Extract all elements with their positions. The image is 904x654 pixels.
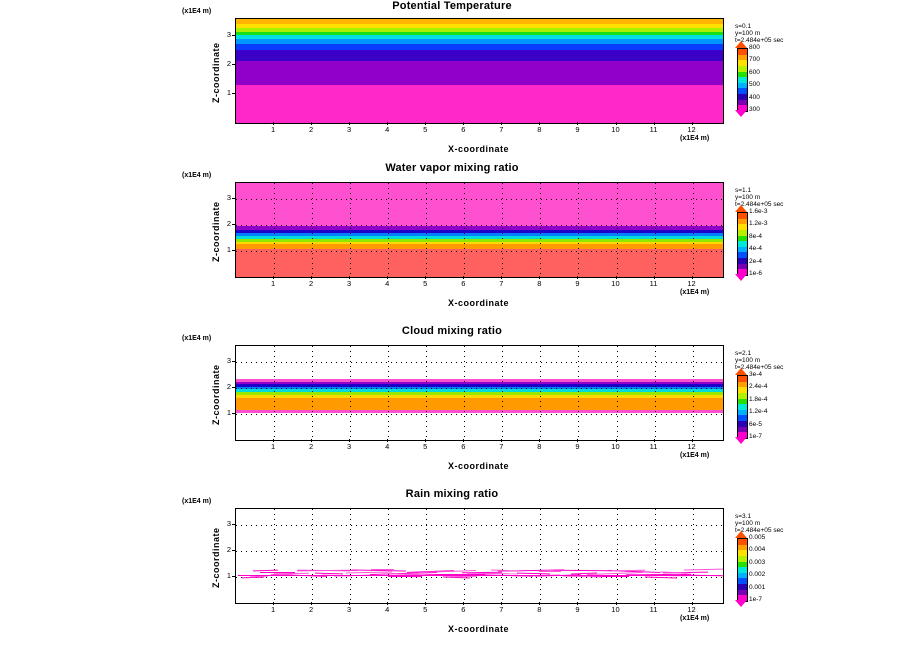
- x-tick-label: 5: [423, 605, 428, 614]
- colorbar-tick-label: 0.003: [749, 558, 766, 566]
- x-axis-label: X-coordinate: [447, 144, 509, 154]
- x-axis-unit: (x1E4 m): [680, 135, 710, 142]
- plot-area: [235, 508, 724, 604]
- colorbar: [737, 212, 748, 276]
- x-tick-mark: [311, 602, 312, 605]
- x-tick-label: 2: [309, 605, 314, 614]
- contour-band: [236, 509, 723, 604]
- x-tick-label: 12: [687, 605, 696, 614]
- x-tick-label: 4: [385, 605, 390, 614]
- x-tick-mark: [577, 602, 578, 605]
- x-tick-mark: [539, 439, 540, 442]
- contour-band: [236, 35, 723, 40]
- contour-band: [236, 44, 723, 50]
- y-tick-mark: [232, 524, 235, 525]
- x-tick-mark: [349, 439, 350, 442]
- contour-band: [236, 413, 723, 441]
- contour-band: [236, 248, 723, 277]
- y-tick-mark: [232, 387, 235, 388]
- colorbar-tick-label: 1e-7: [749, 433, 763, 440]
- y-tick-mark: [232, 93, 235, 94]
- x-tick-label: 5: [423, 125, 428, 134]
- x-tick-label: 12: [687, 279, 696, 288]
- x-tick-label: 1: [270, 605, 276, 614]
- x-tick-label: 7: [499, 279, 504, 288]
- x-tick-mark: [692, 122, 693, 125]
- plot-area: [235, 18, 724, 124]
- x-tick-label: 6: [461, 279, 466, 288]
- y-axis-label: Z-coordinate: [211, 42, 221, 103]
- y-axis-unit: (x1E4 m): [182, 8, 212, 15]
- x-tick-mark: [387, 122, 388, 125]
- y-axis-label: Z-coordinate: [211, 364, 221, 425]
- contour-band: [236, 244, 723, 249]
- x-tick-mark: [577, 439, 578, 442]
- colorbar-tick-label: 2.4e-4: [749, 383, 768, 391]
- colorbar-bottom-arrow: [735, 600, 747, 607]
- x-tick-label: 10: [611, 279, 620, 288]
- x-tick-label: 2: [309, 125, 314, 134]
- x-tick-label: 10: [611, 605, 620, 614]
- colorbar-tick-label: 0.002: [749, 571, 766, 579]
- y-tick-label: 1: [226, 244, 231, 254]
- colorbar-tick-label: 2e-4: [749, 257, 763, 265]
- colorbar-tick-label: 0.001: [749, 583, 766, 591]
- x-tick-mark: [692, 602, 693, 605]
- colorbar-tick-label: 1e-6: [749, 270, 763, 277]
- x-tick-label: 10: [611, 442, 620, 451]
- x-tick-mark: [349, 276, 350, 279]
- y-tick-label: 2: [226, 218, 231, 228]
- colorbar-bottom-arrow: [735, 274, 747, 281]
- colorbar-tick-label: 600: [749, 68, 760, 76]
- y-tick-label: 1: [226, 407, 231, 417]
- contour-band: [236, 19, 723, 24]
- x-tick-mark: [273, 602, 274, 605]
- x-tick-label: 6: [461, 605, 466, 614]
- panel-annotation-y: y=100 m: [735, 357, 761, 364]
- rain-contour: [315, 572, 343, 574]
- y-tick-label: 3: [226, 192, 231, 202]
- contour-band: [236, 61, 723, 85]
- x-tick-mark: [501, 602, 502, 605]
- contour-band: [236, 31, 723, 35]
- x-tick-label: 11: [649, 279, 658, 288]
- x-tick-label: 10: [611, 125, 620, 134]
- y-tick-mark: [232, 35, 235, 36]
- x-tick-label: 9: [575, 442, 580, 451]
- panel-annotation-s: s=1.1: [735, 187, 752, 194]
- y-tick-label: 1: [226, 570, 231, 580]
- x-tick-mark: [654, 276, 655, 279]
- y-tick-mark: [232, 224, 235, 225]
- panel-annotation-s: s=3.1: [735, 513, 752, 520]
- x-tick-mark: [425, 439, 426, 442]
- x-tick-label: 7: [499, 605, 504, 614]
- x-tick-label: 8: [537, 442, 542, 451]
- y-tick-mark: [232, 550, 235, 551]
- y-tick-mark: [232, 361, 235, 362]
- x-tick-label: 6: [461, 125, 466, 134]
- x-tick-label: 1: [270, 125, 276, 134]
- contour-band: [236, 229, 723, 233]
- panel-annotation-y: y=100 m: [735, 520, 761, 527]
- colorbar-bottom-arrow: [735, 437, 747, 444]
- x-tick-mark: [501, 122, 502, 125]
- x-axis-label: X-coordinate: [447, 624, 509, 634]
- x-tick-label: 7: [499, 442, 504, 451]
- x-tick-mark: [273, 122, 274, 125]
- y-tick-label: 1: [226, 88, 231, 98]
- x-tick-mark: [616, 276, 617, 279]
- contour-fill-layers: [236, 183, 723, 277]
- x-tick-label: 6: [461, 442, 466, 451]
- y-tick-mark: [232, 250, 235, 251]
- x-tick-mark: [349, 122, 350, 125]
- colorbar-tick-label: 300: [749, 106, 760, 113]
- x-tick-mark: [273, 276, 274, 279]
- panel-annotation-y: y=100 m: [735, 30, 761, 37]
- colorbar-tick-label: 1.2e-3: [749, 220, 768, 228]
- x-tick-mark: [425, 602, 426, 605]
- y-axis-unit: (x1E4 m): [182, 498, 212, 505]
- colorbar-tick-label: 8e-4: [749, 232, 763, 240]
- y-tick-label: 3: [226, 355, 231, 365]
- colorbar-tick-label: 400: [749, 93, 760, 101]
- rain-contour: [467, 572, 518, 574]
- x-tick-mark: [539, 602, 540, 605]
- panel-annotation-y: y=100 m: [735, 194, 761, 201]
- x-tick-mark: [387, 439, 388, 442]
- colorbar-top-arrow: [735, 41, 747, 48]
- y-tick-mark: [232, 64, 235, 65]
- panel-title: Water vapor mixing ratio: [385, 162, 519, 174]
- x-tick-label: 1: [270, 279, 276, 288]
- x-tick-mark: [349, 602, 350, 605]
- contour-band: [236, 398, 723, 411]
- y-tick-mark: [232, 198, 235, 199]
- x-tick-label: 4: [385, 442, 390, 451]
- x-tick-mark: [463, 602, 464, 605]
- panel-annotation-t: t=2.484e+05 sec: [735, 37, 784, 44]
- x-axis-label: X-coordinate: [447, 298, 509, 308]
- rain-contour-main: [238, 575, 721, 576]
- x-tick-label: 11: [649, 125, 658, 134]
- x-tick-label: 4: [385, 279, 390, 288]
- x-tick-label: 12: [687, 125, 696, 134]
- contour-band: [236, 24, 723, 29]
- y-tick-label: 3: [226, 30, 231, 40]
- colorbar-tick-label: 500: [749, 81, 760, 89]
- y-axis-unit: (x1E4 m): [182, 335, 212, 342]
- rain-contour: [539, 571, 561, 572]
- colorbar: [737, 375, 748, 439]
- plot-area: [235, 345, 724, 441]
- x-tick-mark: [311, 122, 312, 125]
- x-tick-mark: [501, 439, 502, 442]
- x-tick-label: 5: [423, 279, 428, 288]
- x-axis-unit: (x1E4 m): [680, 289, 710, 296]
- rain-contour: [516, 572, 549, 574]
- x-tick-mark: [654, 439, 655, 442]
- contour-band: [236, 39, 723, 45]
- y-axis-label: Z-coordinate: [211, 201, 221, 262]
- panel-title: Potential Temperature: [392, 0, 512, 12]
- contour-band: [236, 28, 723, 32]
- colorbar-tick-label: 1e-7: [749, 596, 763, 603]
- x-tick-label: 8: [537, 605, 542, 614]
- rain-contour: [252, 569, 277, 571]
- x-tick-label: 8: [537, 125, 542, 134]
- x-tick-mark: [577, 122, 578, 125]
- y-tick-label: 2: [226, 381, 231, 391]
- contour-band: [236, 394, 723, 398]
- x-tick-label: 2: [309, 279, 314, 288]
- x-tick-label: 7: [499, 125, 504, 134]
- contour-band: [236, 84, 723, 124]
- x-tick-label: 12: [687, 442, 696, 451]
- x-tick-label: 9: [575, 279, 580, 288]
- contour-fill-layers: [236, 19, 723, 123]
- x-tick-mark: [463, 439, 464, 442]
- colorbar-tick-label: 4e-4: [749, 245, 763, 253]
- y-tick-label: 2: [226, 59, 231, 69]
- x-tick-label: 3: [347, 605, 352, 614]
- colorbar-top-arrow: [735, 531, 747, 538]
- panel-annotation-s: s=2.1: [735, 350, 752, 357]
- x-tick-mark: [387, 602, 388, 605]
- panel-title: Rain mixing ratio: [405, 488, 499, 500]
- y-tick-label: 3: [226, 518, 231, 528]
- panel-annotation-t: t=2.484e+05 sec: [735, 364, 784, 371]
- x-tick-mark: [425, 276, 426, 279]
- colorbar-tick-label: 1.6e-3: [749, 208, 768, 215]
- x-tick-label: 11: [649, 442, 658, 451]
- contour-fill-layers: [236, 346, 723, 440]
- x-tick-label: 8: [537, 279, 542, 288]
- x-tick-mark: [311, 439, 312, 442]
- x-tick-label: 3: [347, 442, 352, 451]
- x-axis-label: X-coordinate: [447, 461, 509, 471]
- x-tick-label: 2: [309, 442, 314, 451]
- x-tick-label: 3: [347, 279, 352, 288]
- x-tick-mark: [501, 276, 502, 279]
- x-tick-label: 11: [649, 605, 658, 614]
- x-axis-unit: (x1E4 m): [680, 452, 710, 459]
- colorbar-tick-label: 700: [749, 56, 760, 64]
- x-tick-mark: [692, 276, 693, 279]
- y-axis-unit: (x1E4 m): [182, 172, 212, 179]
- colorbar-tick-label: 0.005: [749, 534, 766, 541]
- x-tick-label: 9: [575, 125, 580, 134]
- panel-annotation-t: t=2.484e+05 sec: [735, 527, 784, 534]
- x-tick-mark: [616, 122, 617, 125]
- contour-band: [236, 183, 723, 226]
- x-tick-mark: [539, 276, 540, 279]
- x-tick-mark: [463, 122, 464, 125]
- rain-contour: [371, 569, 394, 570]
- x-tick-mark: [463, 276, 464, 279]
- x-tick-label: 1: [270, 442, 276, 451]
- colorbar: [737, 538, 748, 602]
- x-tick-mark: [616, 602, 617, 605]
- x-tick-mark: [539, 122, 540, 125]
- panel-annotation-t: t=2.484e+05 sec: [735, 201, 784, 208]
- colorbar-tick-label: 0.004: [749, 546, 766, 554]
- colorbar-tick-label: 800: [749, 44, 760, 51]
- x-tick-mark: [311, 276, 312, 279]
- x-tick-label: 4: [385, 125, 390, 134]
- plot-area: [235, 182, 724, 278]
- x-tick-mark: [273, 439, 274, 442]
- colorbar: [737, 48, 748, 112]
- x-tick-label: 9: [575, 605, 580, 614]
- y-tick-label: 2: [226, 544, 231, 554]
- x-tick-label: 5: [423, 442, 428, 451]
- x-tick-mark: [577, 276, 578, 279]
- y-axis-label: Z-coordinate: [211, 527, 221, 588]
- colorbar-top-arrow: [735, 368, 747, 375]
- panel-title: Cloud mixing ratio: [401, 325, 503, 337]
- x-tick-mark: [692, 439, 693, 442]
- x-tick-label: 3: [347, 125, 352, 134]
- colorbar-top-arrow: [735, 205, 747, 212]
- panel-annotation-s: s=0.1: [735, 23, 752, 30]
- contour-fill-layers: [236, 509, 723, 603]
- x-tick-mark: [654, 602, 655, 605]
- colorbar-tick-label: 1.8e-4: [749, 395, 768, 403]
- x-tick-mark: [387, 276, 388, 279]
- x-tick-mark: [654, 122, 655, 125]
- y-tick-mark: [232, 576, 235, 577]
- x-axis-unit: (x1E4 m): [680, 615, 710, 622]
- x-tick-mark: [425, 122, 426, 125]
- y-tick-mark: [232, 413, 235, 414]
- colorbar-tick-label: 1.2e-4: [749, 408, 768, 416]
- colorbar-tick-label: 3e-4: [749, 371, 763, 378]
- colorbar-bottom-arrow: [735, 110, 747, 117]
- x-tick-mark: [616, 439, 617, 442]
- contour-band: [236, 49, 723, 61]
- contour-band: [236, 346, 723, 379]
- colorbar-tick-label: 6e-5: [749, 420, 763, 428]
